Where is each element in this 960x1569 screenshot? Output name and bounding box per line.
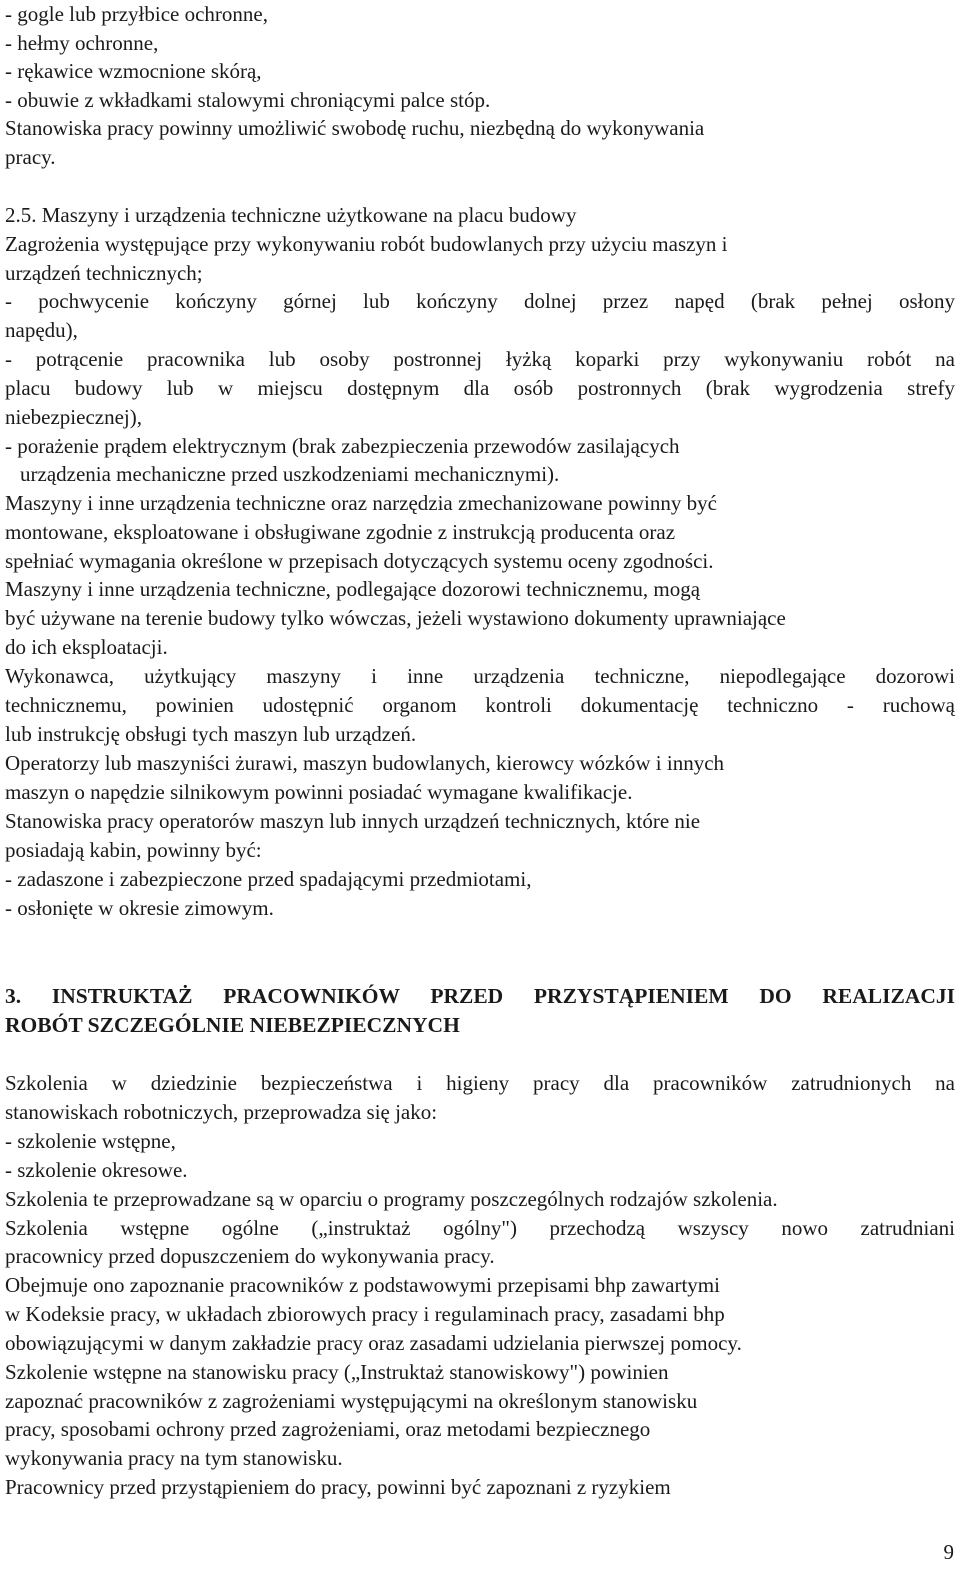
text-line: Stanowiska pracy operatorów maszyn lub innych urządzeń technicznych, które nie bbox=[5, 809, 701, 833]
text-line: Zagrożenia występujące przy wykonywaniu robót budowlanych przy użyciu maszyn i bbox=[5, 232, 728, 256]
text-line: montowane, eksploatowane i obsługiwane zgodnie z instrukcją producenta oraz bbox=[5, 520, 676, 544]
text-line: - szkolenie okresowe. bbox=[5, 1158, 188, 1182]
text-line: Szkolenia w dziedzinie bezpieczeństwa i higieny pracy dla pracowników zatrudnionych na bbox=[5, 1071, 955, 1095]
section-heading: 2.5. Maszyny i urządzenia techniczne użytkowane na placu budowy bbox=[5, 203, 577, 227]
text-line: urządzeń technicznych; bbox=[5, 261, 203, 285]
text-line: - gogle lub przyłbice ochronne, bbox=[5, 2, 268, 26]
text-line: Obejmuje ono zapoznanie pracowników z podstawowymi przepisami bhp zawartymi bbox=[5, 1273, 720, 1297]
text-line: - pochwycenie kończyny górnej lub kończyny dolnej przez napęd (brak pełnej osłony bbox=[5, 289, 955, 313]
text-line: - obuwie z wkładkami stalowymi chroniącymi palce stóp. bbox=[5, 88, 491, 112]
text-line: w Kodeksie pracy, w układach zbiorowych pracy i regulaminach pracy, zasadami bhp bbox=[5, 1302, 725, 1326]
section-heading: 3. INSTRUKTAŻ PRACOWNIKÓW PRZED PRZYSTĄPIENIEM DO REALIZACJI bbox=[5, 984, 955, 1008]
section-heading: ROBÓT SZCZEGÓLNIE NIEBEZPIECZNYCH bbox=[5, 1013, 460, 1037]
text-line: urządzenia mechaniczne przed uszkodzeniami mechanicznymi). bbox=[20, 462, 560, 486]
text-line: napędu), bbox=[5, 318, 78, 342]
text-line: spełniać wymagania określone w przepisach dotyczących systemu oceny zgodności. bbox=[5, 549, 714, 573]
text-line: Szkolenia te przeprowadzane są w oparciu o programy poszczególnych rodzajów szkolenia. bbox=[5, 1187, 778, 1211]
text-line: - rękawice wzmocnione skórą, bbox=[5, 59, 262, 83]
text-line: pracy, sposobami ochrony przed zagrożeniami, oraz metodami bezpiecznego bbox=[5, 1417, 651, 1441]
text-line: wykonywania pracy na tym stanowisku. bbox=[5, 1446, 343, 1470]
text-line: maszyn o napędzie silnikowym powinni posiadać wymagane kwalifikacje. bbox=[5, 780, 633, 804]
text-line: - osłonięte w okresie zimowym. bbox=[5, 896, 274, 920]
text-line: Maszyny i inne urządzenia techniczne, podlegające dozorowi technicznemu, mogą bbox=[5, 577, 701, 601]
text-line: technicznemu, powinien udostępnić organom kontroli dokumentację techniczno - ruchową bbox=[5, 693, 955, 717]
text-line: stanowiskach robotniczych, przeprowadza się jako: bbox=[5, 1100, 438, 1124]
page-number: 9 bbox=[943, 1540, 954, 1564]
text-line: obowiązującymi w danym zakładzie pracy oraz zasadami udzielania pierwszej pomocy. bbox=[5, 1331, 742, 1355]
text-line: posiadają kabin, powinny być: bbox=[5, 838, 262, 862]
text-line: być używane na terenie budowy tylko wówczas, jeżeli wystawiono dokumenty uprawniające bbox=[5, 606, 786, 630]
text-line: Stanowiska pracy powinny umożliwić swobodę ruchu, niezbędną do wykonywania bbox=[5, 116, 705, 140]
text-line: - szkolenie wstępne, bbox=[5, 1129, 176, 1153]
text-line: do ich eksploatacji. bbox=[5, 635, 168, 659]
text-line: pracy. bbox=[5, 145, 56, 169]
text-line: zapoznać pracowników z zagrożeniami występującymi na określonym stanowisku bbox=[5, 1389, 698, 1413]
text-line: placu budowy lub w miejscu dostępnym dla osób postronnych (brak wygrodzenia strefy bbox=[5, 376, 955, 400]
text-line: - hełmy ochronne, bbox=[5, 31, 159, 55]
text-line: Wykonawca, użytkujący maszyny i inne urządzenia techniczne, niepodlegające dozorowi bbox=[5, 664, 955, 688]
text-line: pracownicy przed dopuszczeniem do wykonywania pracy. bbox=[5, 1244, 495, 1268]
text-line: - porażenie prądem elektrycznym (brak zabezpieczenia przewodów zasilających bbox=[5, 434, 680, 458]
text-line: - potrącenie pracownika lub osoby postronnej łyżką koparki przy wykonywaniu robót na bbox=[5, 347, 955, 371]
text-line: Pracownicy przed przystąpieniem do pracy, powinni być zapoznani z ryzykiem bbox=[5, 1475, 671, 1499]
text-line: niebezpiecznej), bbox=[5, 405, 142, 429]
text-line: lub instrukcję obsługi tych maszyn lub urządzeń. bbox=[5, 722, 417, 746]
text-line: Maszyny i inne urządzenia techniczne oraz narzędzia zmechanizowane powinny być bbox=[5, 491, 717, 515]
text-line: Szkolenia wstępne ogólne („instruktaż ogólny") przechodzą wszyscy nowo zatrudniani bbox=[5, 1216, 955, 1240]
text-line: - zadaszone i zabezpieczone przed spadającymi przedmiotami, bbox=[5, 867, 532, 891]
text-line: Operatorzy lub maszyniści żurawi, maszyn budowlanych, kierowcy wózków i innych bbox=[5, 751, 725, 775]
text-line: Szkolenie wstępne na stanowisku pracy („Instruktaż stanowiskowy") powinien bbox=[5, 1360, 669, 1384]
